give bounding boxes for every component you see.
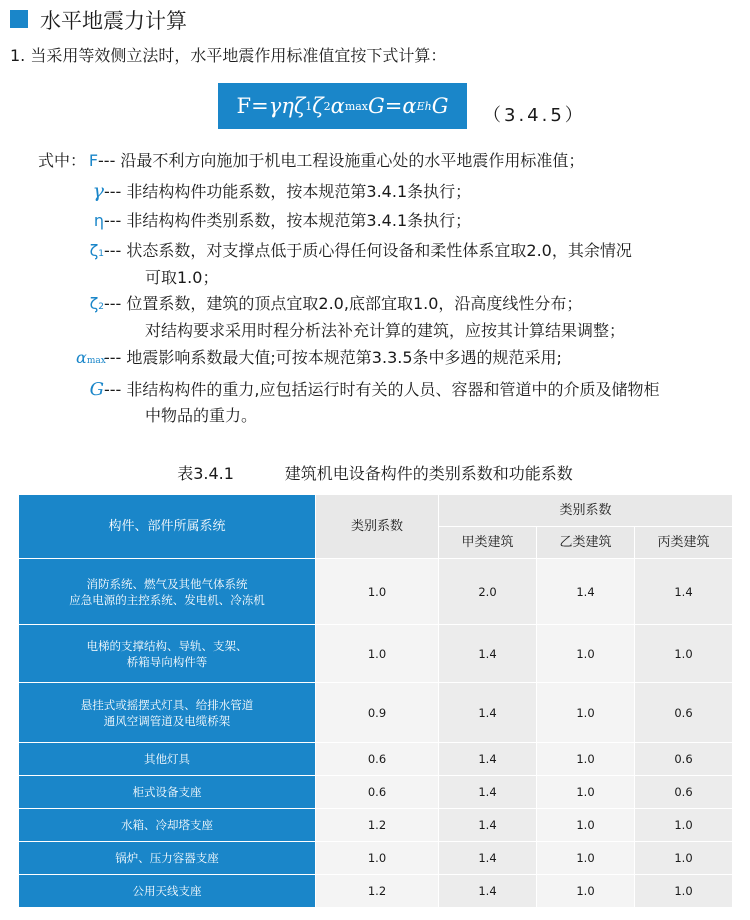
cell-category: 0.6 xyxy=(316,743,439,776)
term-G xyxy=(84,379,660,401)
symbol-alpha xyxy=(76,347,104,372)
cell-category: 0.6 xyxy=(316,776,439,809)
symbol-zeta1-char: ζ xyxy=(89,241,99,260)
cell-class-c: 1.0 xyxy=(635,875,733,908)
cell-category: 1.2 xyxy=(316,809,439,842)
symbol-zeta2-char: ζ xyxy=(89,294,99,313)
cell-system xyxy=(19,683,316,743)
cell-class-a: 1.4 xyxy=(439,683,537,743)
term-gamma xyxy=(84,180,471,203)
header-function: 类别系数 xyxy=(439,495,733,527)
term-zeta2-text: --- 位置系数，建筑的顶点宜取2.0,底部宜取1.0，沿高度线性分布； xyxy=(104,294,583,313)
cell-class-c: 1.0 xyxy=(635,625,733,683)
formula-alphaE: α xyxy=(402,94,417,118)
formula-Eh: Eh xyxy=(416,99,432,113)
term-F-text: --- 沿最不利方向施加于机电工程设施重心处的水平地震作用标准值； xyxy=(98,151,585,170)
symbol-zeta1-sub: 1 xyxy=(98,249,104,259)
table-caption xyxy=(0,461,750,484)
symbol-zeta1 xyxy=(84,240,104,265)
intro-text: 1. 当采用等效侧立法时，水平地震作用标准值宜按下式计算： xyxy=(10,46,447,65)
term-G-cont: 中物品的重力。 xyxy=(145,406,258,425)
header-category: 类别系数 xyxy=(316,495,439,559)
table-row xyxy=(19,809,733,842)
where-label: 式中： xyxy=(38,151,87,170)
cell-system xyxy=(19,559,316,625)
formula-F: F xyxy=(236,94,252,118)
formula-eq: = xyxy=(251,94,269,118)
table-row xyxy=(19,559,733,625)
term-eta-text: --- 非结构构件类别系数，按本规范第3.4.1条执行； xyxy=(104,211,472,230)
cell-system-line1: 悬挂式或摇摆式灯具、给排水管道 xyxy=(80,697,254,712)
cell-class-b: 1.0 xyxy=(537,683,635,743)
cell-class-a: 1.4 xyxy=(439,875,537,908)
header-class-a: 甲类建筑 xyxy=(439,527,537,559)
formula-zeta2: ζ xyxy=(312,94,324,118)
term-zeta2 xyxy=(84,293,582,318)
cell-system xyxy=(19,743,316,776)
cell-class-a: 1.4 xyxy=(439,776,537,809)
cell-class-a: 1.4 xyxy=(439,625,537,683)
symbol-alpha-sub: max xyxy=(86,356,106,366)
cell-class-c: 0.6 xyxy=(635,776,733,809)
cell-system-line1: 柜式设备支座 xyxy=(132,785,202,799)
formula-sub1: 1 xyxy=(305,99,313,113)
cell-class-a: 2.0 xyxy=(439,559,537,625)
table-row xyxy=(19,776,733,809)
term-gamma-text: --- 非结构构件功能系数，按本规范第3.4.1条执行； xyxy=(104,182,472,201)
cell-category: 1.2 xyxy=(316,875,439,908)
cell-class-b: 1.0 xyxy=(537,625,635,683)
symbol-zeta2 xyxy=(84,293,104,318)
formula-eq2: = xyxy=(384,94,403,118)
cell-class-c: 0.6 xyxy=(635,743,733,776)
term-alpha xyxy=(76,347,562,372)
symbol-zeta2-sub: 2 xyxy=(98,302,104,312)
term-zeta1-text: --- 状态系数，对支撑点低于质心得任何设备和柔性体系宜取2.0，其余情况 xyxy=(104,241,632,260)
cell-class-c: 1.0 xyxy=(635,809,733,842)
symbol-eta: η xyxy=(93,211,104,230)
symbol-G: G xyxy=(89,379,104,400)
cell-class-c: 0.6 xyxy=(635,683,733,743)
cell-class-b: 1.4 xyxy=(537,559,635,625)
cell-system-line1: 锅炉、压力容器支座 xyxy=(115,851,219,865)
cell-class-a: 1.4 xyxy=(439,809,537,842)
cell-system xyxy=(19,809,316,842)
cell-system-line2: 应急电源的主控系统、发电机、冷冻机 xyxy=(69,592,265,607)
cell-system-line1: 其他灯具 xyxy=(144,752,190,766)
cell-system xyxy=(19,875,316,908)
formula-max: max xyxy=(344,99,369,113)
symbol-gamma: γ xyxy=(92,180,104,202)
table-caption-number: 表3.4.1 xyxy=(177,464,234,483)
cell-system-line1: 公用天线支座 xyxy=(132,884,202,898)
formula-G: G xyxy=(368,94,385,118)
term-zeta1 xyxy=(84,240,632,265)
cell-category: 1.0 xyxy=(316,842,439,875)
cell-class-b: 1.0 xyxy=(537,842,635,875)
cell-class-c: 1.0 xyxy=(635,842,733,875)
term-zeta2-cont: 对结构要求采用时程分析法补充计算的建筑，应按其计算结果调整； xyxy=(145,321,626,340)
section-title: 水平地震力计算 xyxy=(40,9,187,33)
table-row xyxy=(19,875,733,908)
term-zeta1-cont: 可取1.0； xyxy=(145,268,219,287)
cell-class-c: 1.4 xyxy=(635,559,733,625)
header-system: 构件、部件所属系统 xyxy=(19,495,316,559)
cell-class-b: 1.0 xyxy=(537,809,635,842)
table-row xyxy=(19,842,733,875)
cell-system xyxy=(19,842,316,875)
formula-gamma: γ xyxy=(268,94,282,118)
cell-category: 0.9 xyxy=(316,683,439,743)
table-caption-text: 建筑机电设备构件的类别系数和功能系数 xyxy=(284,464,573,483)
title-marker xyxy=(10,10,28,28)
cell-system xyxy=(19,776,316,809)
term-F xyxy=(38,150,584,172)
term-alpha-text: --- 地震影响系数最大值;可按本规范第3.3.5条中多遇的规范采用; xyxy=(104,348,562,367)
cell-class-a: 1.4 xyxy=(439,842,537,875)
cell-system xyxy=(19,625,316,683)
header-class-b: 乙类建筑 xyxy=(537,527,635,559)
cell-system-line1: 水箱、冷却塔支座 xyxy=(121,818,213,832)
cell-class-a: 1.4 xyxy=(439,743,537,776)
formula-eta: η xyxy=(281,94,294,118)
cell-category: 1.0 xyxy=(316,625,439,683)
cell-class-b: 1.0 xyxy=(537,875,635,908)
formula-G2: G xyxy=(431,94,449,118)
cell-category: 1.0 xyxy=(316,559,439,625)
table-row xyxy=(19,743,733,776)
coefficient-table xyxy=(18,494,733,908)
term-G-text: --- 非结构构件的重力,应包括运行时有关的人员、容器和管道中的介质及储物柜 xyxy=(104,380,660,399)
cell-system-line1: 消防系统、燃气及其他气体系统 xyxy=(86,576,248,591)
header-class-c: 丙类建筑 xyxy=(635,527,733,559)
formula-sub2: 2 xyxy=(323,99,331,113)
cell-system-line1: 电梯的支撑结构、导轨、支架、 xyxy=(86,638,248,653)
term-eta xyxy=(84,210,471,232)
cell-class-b: 1.0 xyxy=(537,776,635,809)
table-body xyxy=(19,559,733,908)
formula-box xyxy=(218,83,467,129)
table-row xyxy=(19,625,733,683)
symbol-alpha-char: α xyxy=(76,348,87,367)
formula-alpha: α xyxy=(330,94,345,118)
table-row xyxy=(19,683,733,743)
cell-system-line2: 通风空调管道及电缆桥架 xyxy=(103,713,231,728)
equation-number: （3.4.5） xyxy=(483,105,586,126)
formula-zeta1: ζ xyxy=(293,94,306,118)
cell-system-line2: 桥箱导向构件等 xyxy=(126,654,208,669)
cell-class-b: 1.0 xyxy=(537,743,635,776)
symbol-F: F xyxy=(88,151,99,170)
